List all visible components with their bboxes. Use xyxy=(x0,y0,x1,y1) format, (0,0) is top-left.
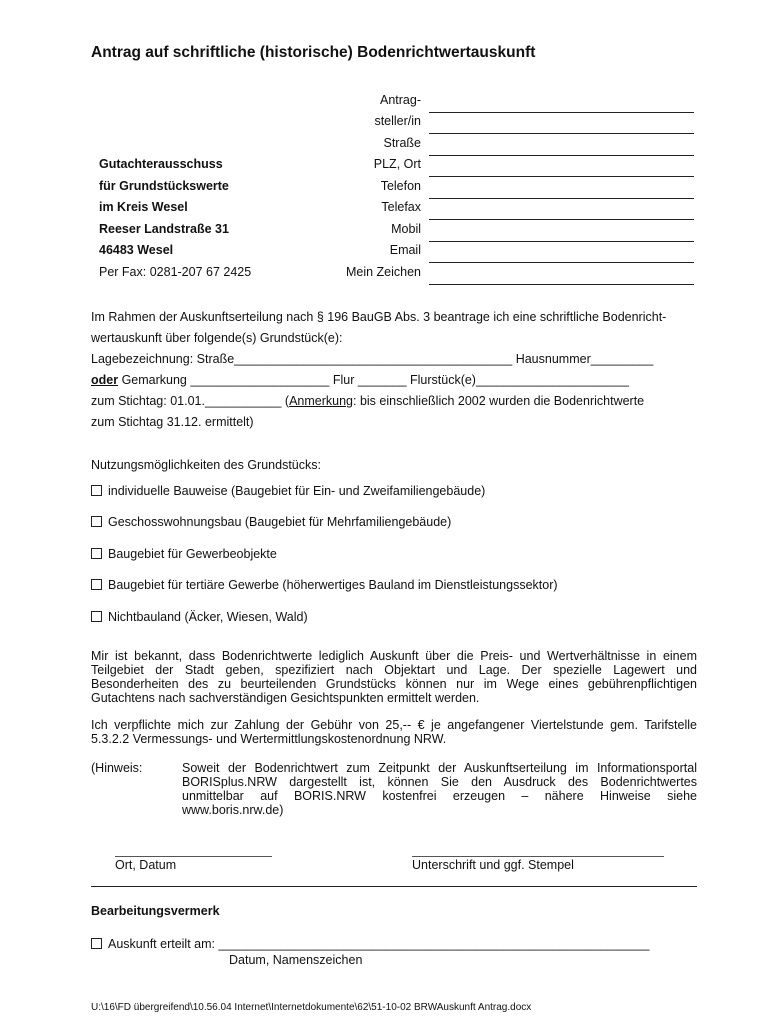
field-label-antrag: Antrag- xyxy=(380,93,421,107)
field-label-mein-zeichen: Mein Zeichen xyxy=(345,265,421,279)
field-label-plz-ort: PLZ, Ort xyxy=(373,157,421,171)
telefon-line[interactable] xyxy=(429,198,694,199)
address-line-3: im Kreis Wesel xyxy=(99,200,188,214)
address-line-2: für Grundstückswerte xyxy=(99,179,229,193)
information-given-row[interactable]: Auskunft erteilt am: ______________________________________________________________ xyxy=(91,937,649,951)
fee-paragraph: Ich verpflichte mich zur Zahlung der Gebühr von 25,-- € je angefangener Viertelstunde gem. Tarifstelle 5.3.2.2 Vermessungs- und Wertermittlungskostenordnung NRW. xyxy=(91,718,697,746)
page-title: Antrag auf schriftliche (historische) Bodenrichtwertauskunft xyxy=(91,44,536,61)
street-line[interactable] xyxy=(429,155,694,156)
applicant-line-2[interactable] xyxy=(429,133,694,134)
field-label-email: Email xyxy=(389,243,421,257)
usage-option-5[interactable]: Nichtbauland (Äcker, Wiesen, Wald) xyxy=(91,610,308,624)
stichtag-field: zum Stichtag: 01.01.___________ ( xyxy=(91,394,290,408)
separator xyxy=(91,886,697,887)
field-label-mobil: Mobil xyxy=(391,222,421,236)
gemarkung-row[interactable] xyxy=(91,373,629,387)
footer-path: U:\16\FD übergreifend\10.56.04 Internet\Internetdokumente\62\51-10-02 BRWAuskunft Antrag.docx xyxy=(91,1002,532,1013)
place-date-line[interactable] xyxy=(115,856,272,857)
request-line-6: zum Stichtag 31.12. ermittelt) xyxy=(91,415,254,429)
location-street-field[interactable]: Lagebezeichnung: Straße________________________________________ Hausnummer_________ xyxy=(91,352,654,366)
field-label-steller: steller/in xyxy=(374,114,421,128)
date-name-label: Datum, Namenszeichen xyxy=(229,953,363,967)
hint-text: Soweit der Bodenrichtwert zum Zeitpunkt der Auskunftserteilung im Informationsportal BORISplus.NRW dargestellt ist, können Sie den Ausdruck des Bodenrichtwertes unmittelbar auf BORIS.NRW kostenfrei erzeugen – nähere Hinweise siehe www.boris.nrw.de) xyxy=(182,761,697,817)
usage-option-4[interactable]: Baugebiet für tertiäre Gewerbe (höherwertiges Bauland im Dienstleistungssektor) xyxy=(91,578,558,592)
anmerkung-text: : bis einschließlich 2002 wurden die Bodenrichtwerte xyxy=(353,394,645,408)
checkbox-icon[interactable] xyxy=(91,611,102,622)
checkbox-icon[interactable] xyxy=(91,548,102,559)
usage-option-3[interactable]: Baugebiet für Gewerbeobjekte xyxy=(91,547,277,561)
checkbox-icon[interactable] xyxy=(91,579,102,590)
address-fax: Per Fax: 0281-207 67 2425 xyxy=(99,265,252,279)
place-date-label: Ort, Datum xyxy=(115,858,177,872)
gemarkung-fields: Gemarkung ____________________ Flur _______ Flurstück(e)______________________ xyxy=(118,373,629,387)
field-label-strasse: Straße xyxy=(383,136,421,150)
notice-paragraph: Mir ist bekannt, dass Bodenrichtwerte lediglich Auskunft über die Preis- und Wertverhältnisse in einem Teilgebiet der Stadt geben, spezifiziert nach Objektart und Lage. Der spezielle Lagewert und Besonderheiten des zu beurteilenden Grundstücks können nur im Wege eines gebührenpflichtigen Gutachtens nach sachverständigen Gesichtspunkten ermittelt werden. xyxy=(91,649,697,705)
request-line-2: wertauskunft über folgende(s) Grundstück(e): xyxy=(91,331,343,345)
request-line-1: Im Rahmen der Auskunftserteilung nach § 196 BauGB Abs. 3 beantrage ich eine schriftliche Bodenricht- xyxy=(91,310,667,324)
telefax-line[interactable] xyxy=(429,219,694,220)
checkbox-icon[interactable] xyxy=(91,485,102,496)
signature-label: Unterschrift und ggf. Stempel xyxy=(412,858,574,872)
checkbox-icon[interactable] xyxy=(91,516,102,527)
email-line[interactable] xyxy=(429,262,694,263)
field-label-telefon: Telefon xyxy=(380,179,421,193)
mobil-line[interactable] xyxy=(429,241,694,242)
mein-zeichen-line[interactable] xyxy=(429,284,694,285)
processing-heading: Bearbeitungsvermerk xyxy=(91,904,220,918)
applicant-line-1[interactable] xyxy=(429,112,694,113)
usage-option-1[interactable]: individuelle Bauweise (Baugebiet für Ein- und Zweifamiliengebäude) xyxy=(91,484,485,498)
stichtag-row[interactable] xyxy=(91,394,644,408)
signature-line[interactable] xyxy=(412,856,664,857)
anmerkung-label: Anmerkung xyxy=(289,394,353,408)
usage-option-2[interactable]: Geschosswohnungsbau (Baugebiet für Mehrfamiliengebäude) xyxy=(91,515,451,529)
address-line-5: 46483 Wesel xyxy=(99,243,174,257)
usage-heading: Nutzungsmöglichkeiten des Grundstücks: xyxy=(91,458,321,472)
oder-label: oder xyxy=(91,373,119,387)
hint-label: (Hinweis: xyxy=(91,761,143,775)
checkbox-icon[interactable] xyxy=(91,938,102,949)
address-line-4: Reeser Landstraße 31 xyxy=(99,222,229,236)
plz-ort-line[interactable] xyxy=(429,176,694,177)
field-label-telefax: Telefax xyxy=(381,200,421,214)
address-line-1: Gutachterausschuss xyxy=(99,157,223,171)
